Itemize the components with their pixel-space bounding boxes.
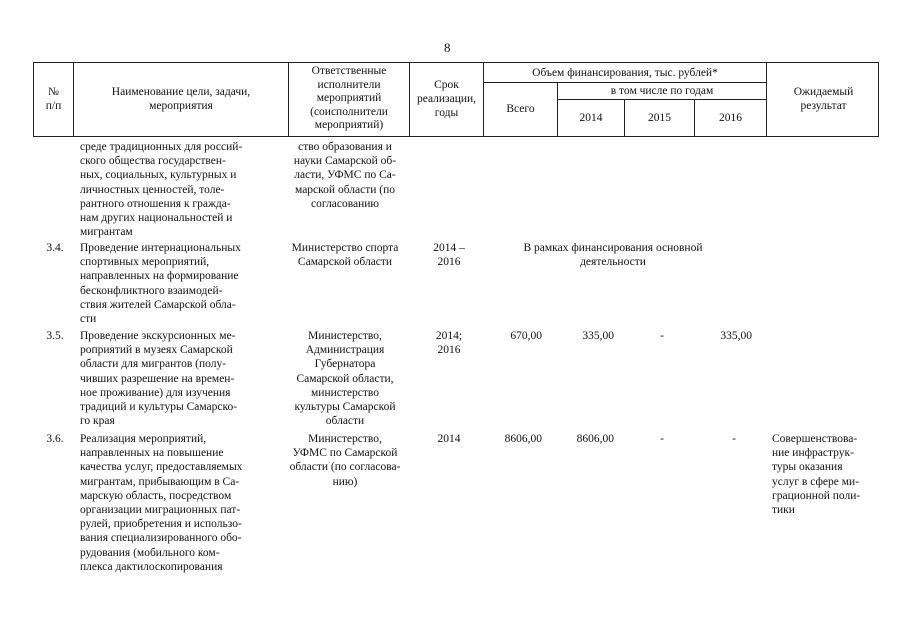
row-2016: 335,00: [720, 330, 752, 342]
header-year-2016: 2016: [719, 112, 742, 124]
row-responsible: Министерство, УФМС по Самарской области (по согласова- нию): [289, 433, 401, 488]
header-financing: Объем финансирования, тыс. рублей*: [532, 67, 718, 79]
row-number: 3.5.: [46, 330, 64, 342]
row-number: 3.4.: [46, 242, 64, 254]
row-2015: -: [660, 433, 664, 445]
row-responsible: Министерство спорта Самарской области: [291, 242, 399, 269]
header-total: Всего: [506, 103, 535, 115]
row-name: Проведение экскурсионных ме- роприятий в музеях Самарской области для мигрантов (полу- чивших разрешение на времен- ное проживание) для изучения традиций и культуры Самарско- го края: [80, 330, 238, 428]
table-header: [33, 62, 879, 137]
row-result: Совершенствова- ние инфраструк- туры оказания услуг в сфере ми- грационной поли- тики: [772, 433, 861, 517]
header-year-2014: 2014: [579, 112, 603, 124]
row-responsible: ство образования и науки Самарской об- ласти, УФМС по Са- марской области (по согласованию: [293, 141, 397, 210]
row-term: 2014; 2016: [435, 330, 463, 357]
row-responsible: Министерство, Администрация Губернатора Самарской области, министерство культуры Самарской области: [294, 330, 396, 428]
header-term: Срок реализации, годы: [416, 79, 477, 119]
row-total: 670,00: [510, 330, 542, 342]
row-2016: -: [732, 433, 736, 445]
header-responsible: Ответственные исполнители мероприятий (соисполнители мероприятий): [310, 65, 388, 132]
row-total: 8606,00: [504, 433, 542, 445]
header-name: Наименование цели, задачи, мероприятия: [111, 86, 251, 112]
header-result: Ожидаемый результат: [793, 86, 854, 112]
row-term: 2014 – 2016: [433, 242, 465, 269]
row-name: среде традиционных для россий- ского общества государствен- ных, социальных, культурных и личностных ценностей, толе- рантного отношения к гражда- нам других национальностей и мигрантам: [80, 141, 243, 239]
row-financing-note: В рамках финансирования основной деятельности: [523, 242, 703, 269]
row-term: 2014: [437, 433, 461, 445]
header-year-2015: 2015: [648, 112, 671, 124]
page-number: 8: [444, 40, 451, 55]
row-number: 3.6.: [46, 433, 64, 445]
header-num: № п/п: [45, 86, 62, 112]
row-name: Проведение интернациональных спортивных мероприятий, направленных на формирование бесконфликтного взаимодей- ствия жителей Самарской обла- сти: [80, 242, 241, 326]
row-2015: -: [660, 330, 664, 342]
header-years-group: в том числе по годам: [610, 85, 714, 97]
row-2014: 8606,00: [576, 433, 614, 445]
row-2014: 335,00: [582, 330, 614, 342]
row-name: Реализация мероприятий, направленных на повышение качества услуг, предоставляемых мигрантам, прибывающим в Са- марскую область, посредством организации миграционных пат- рулей, приобретения и использо- вания специализированного обо- рудования (мобильного ком- плекса дактилоскопирования: [80, 433, 243, 573]
